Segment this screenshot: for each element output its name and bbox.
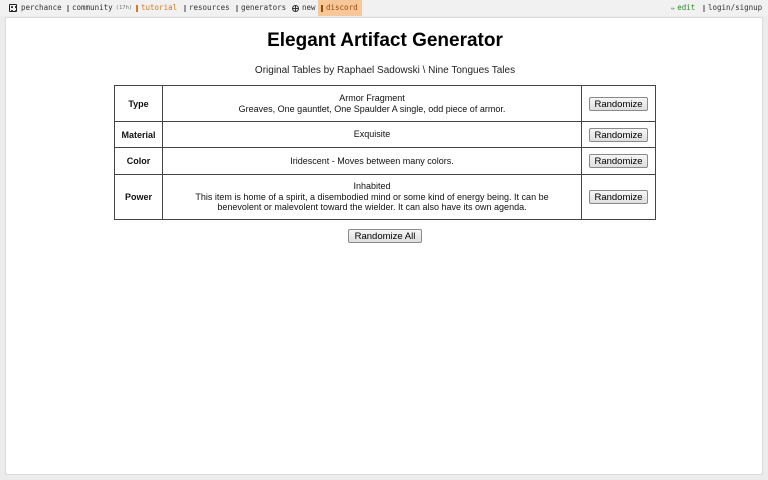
row-value bbox=[162, 175, 581, 220]
row-value bbox=[162, 122, 581, 148]
discord-icon bbox=[321, 5, 323, 12]
community-icon bbox=[67, 5, 69, 12]
row-label: Material bbox=[115, 122, 163, 148]
dice-icon bbox=[9, 4, 17, 12]
community-count: (17h) bbox=[115, 5, 133, 11]
nav-tutorial-label: tutorial bbox=[141, 3, 178, 12]
pencil-icon: ✏ bbox=[671, 4, 676, 12]
nav-edit-label: edit bbox=[677, 3, 696, 12]
nav-new-link[interactable] bbox=[292, 0, 316, 16]
row-label: Type bbox=[115, 86, 163, 122]
randomize-color-button[interactable]: Randomize bbox=[589, 154, 647, 168]
nav-community-link[interactable] bbox=[67, 0, 132, 16]
value-line: Inhabited bbox=[353, 181, 391, 192]
nav-brand-label: perchance bbox=[21, 3, 62, 12]
nav-generators-label: generators bbox=[241, 3, 287, 12]
randomize-power-button[interactable]: Randomize bbox=[589, 190, 647, 204]
value-line: Iridescent - Moves between many colors. bbox=[290, 155, 454, 166]
row-value bbox=[162, 86, 581, 122]
top-nav bbox=[0, 0, 768, 16]
page-title: Elegant Artifact Generator bbox=[267, 30, 503, 51]
generators-icon bbox=[236, 5, 238, 12]
nav-tutorial-link[interactable] bbox=[136, 0, 177, 16]
value-line: benevolent or malevolent toward the wielder. It can also have its own agenda. bbox=[217, 202, 527, 213]
user-icon bbox=[703, 5, 705, 12]
randomize-type-button[interactable]: Randomize bbox=[589, 97, 647, 111]
row-label: Color bbox=[115, 148, 163, 175]
page-subtitle: Original Tables by Raphael Sadowski \ Nine Tongues Tales bbox=[254, 65, 516, 76]
value-line: Exquisite bbox=[353, 129, 391, 140]
randomize-all-button[interactable]: Randomize All bbox=[348, 229, 422, 243]
nav-resources-label: resources bbox=[189, 3, 230, 12]
nav-login-label: login/signup bbox=[708, 3, 763, 12]
artifact-table bbox=[114, 85, 656, 220]
nav-login-link[interactable] bbox=[703, 0, 762, 16]
nav-new-label: new bbox=[302, 3, 316, 12]
value-line: Armor Fragment bbox=[339, 93, 405, 103]
row-button-cell bbox=[582, 122, 656, 148]
value-line: Greaves, One gauntlet, One Spaulder A single, odd piece of armor. bbox=[238, 103, 506, 114]
nav-edit-link[interactable] bbox=[671, 0, 695, 16]
value-line: This item is home of a spirit, a disembodied mind or some kind of energy being. It can be bbox=[195, 191, 549, 202]
nav-brand-link[interactable] bbox=[9, 0, 62, 16]
table-row bbox=[115, 122, 656, 148]
resources-icon bbox=[184, 5, 186, 12]
row-button-cell bbox=[582, 148, 656, 175]
row-button-cell bbox=[582, 86, 656, 122]
randomize-material-button[interactable]: Randomize bbox=[589, 128, 647, 142]
generator-panel bbox=[5, 17, 763, 475]
plus-circle-icon bbox=[292, 5, 299, 12]
table-row bbox=[115, 148, 656, 175]
nav-generators-link[interactable] bbox=[236, 0, 286, 16]
table-row bbox=[115, 175, 656, 220]
nav-discord-label: discord bbox=[326, 3, 358, 12]
row-button-cell bbox=[582, 175, 656, 220]
row-value bbox=[162, 148, 581, 175]
nav-discord-link[interactable] bbox=[318, 0, 362, 16]
tutorial-icon bbox=[136, 5, 138, 12]
row-label: Power bbox=[115, 175, 163, 220]
nav-community-label: community bbox=[72, 3, 113, 12]
nav-resources-link[interactable] bbox=[184, 0, 230, 16]
table-row bbox=[115, 86, 656, 122]
